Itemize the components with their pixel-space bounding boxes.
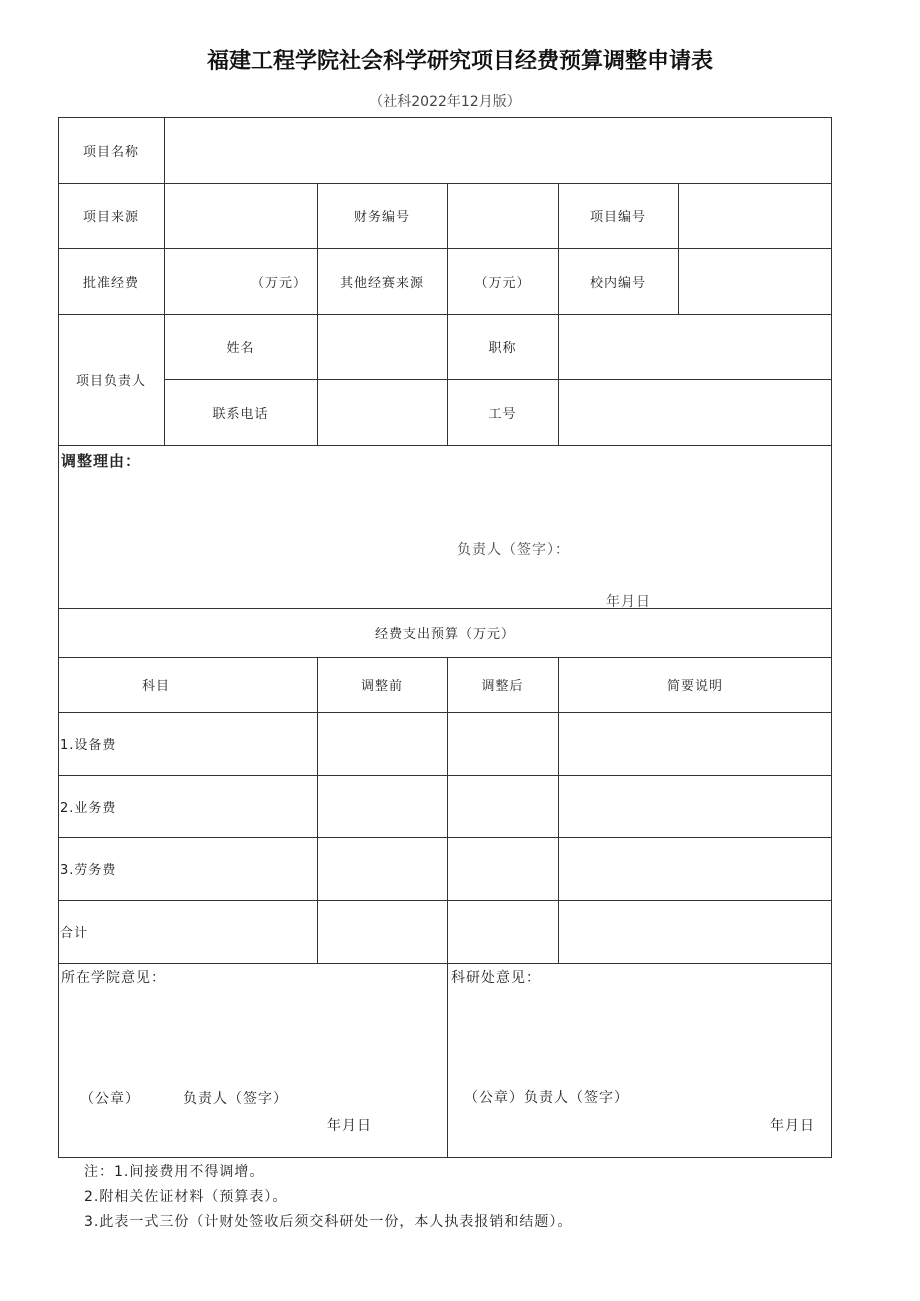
total-before-field[interactable] — [318, 901, 447, 963]
leader-name-field[interactable] — [318, 315, 447, 379]
labor-before-field[interactable] — [318, 838, 447, 900]
row-labor-fee: 3.劳务费 — [60, 863, 117, 878]
project-name-label: 项目名称 — [82, 144, 139, 160]
col-header-subject: 科目 — [141, 679, 170, 694]
row-total: 合计 — [60, 926, 89, 941]
leader-name-label: 姓名 — [226, 341, 255, 356]
row-equipment-fee: 1.设备费 — [60, 738, 117, 753]
project-name-field[interactable] — [165, 118, 831, 183]
business-note-field[interactable] — [559, 776, 831, 837]
other-funds-field[interactable]: （万元） — [474, 275, 531, 291]
business-before-field[interactable] — [318, 776, 447, 837]
reason-date: 年月日 — [606, 594, 651, 610]
labor-note-field[interactable] — [559, 838, 831, 900]
leader-phone-field[interactable] — [318, 380, 447, 445]
page-title: 福建工程学院社会科学研究项目经费预算调整申请表 — [206, 49, 713, 74]
row-divider — [58, 963, 832, 964]
labor-after-field[interactable] — [448, 838, 558, 900]
note-line-3: 3.此表一式三份（计财处签收后须交科研处一份，本人执表报销和结题）。 — [84, 1214, 573, 1230]
research-seal-signature: （公章）负责人（签字） — [464, 1090, 629, 1106]
approved-funds-field[interactable]: （万元） — [250, 275, 307, 291]
project-no-field[interactable] — [679, 184, 831, 248]
adjust-reason-field[interactable] — [60, 472, 830, 532]
research-date: 年月日 — [770, 1118, 815, 1134]
business-after-field[interactable] — [448, 776, 558, 837]
reason-signature: 负责人（签字）： — [457, 542, 570, 558]
row-divider — [58, 445, 832, 446]
college-opinion-label: 所在学院意见： — [61, 970, 166, 986]
note-line-2: 2.附相关佐证材料（预算表）。 — [84, 1189, 288, 1205]
college-opinion-field[interactable] — [60, 990, 446, 1070]
leader-title-label: 职称 — [488, 341, 517, 356]
leader-title-field[interactable] — [559, 315, 831, 379]
college-seal: （公章） — [80, 1091, 140, 1107]
leader-phone-label: 联系电话 — [212, 406, 269, 422]
adjust-reason-label: 调整理由： — [61, 452, 142, 470]
col-header-description: 简要说明 — [666, 679, 723, 694]
note-line-1: 注：1.间接费用不得调增。 — [84, 1164, 265, 1180]
project-source-field[interactable] — [165, 184, 317, 248]
college-signature: 负责人（签字） — [183, 1091, 288, 1107]
project-source-label: 项目来源 — [82, 210, 139, 225]
equipment-after-field[interactable] — [448, 713, 558, 775]
campus-no-field[interactable] — [679, 249, 831, 314]
project-leader-label: 项目负责人 — [75, 374, 146, 389]
finance-no-field[interactable] — [448, 184, 558, 248]
col-header-before: 调整前 — [360, 679, 403, 694]
row-business-fee: 2.业务费 — [60, 800, 117, 816]
total-after-field[interactable] — [448, 901, 558, 963]
other-funds-label: 其他经赛来源 — [339, 275, 424, 291]
form-version: （社科2022年12月版） — [369, 94, 521, 110]
finance-no-label: 财务编号 — [353, 210, 410, 225]
budget-header: 经费支出预算（万元） — [374, 627, 515, 642]
total-note-field[interactable] — [559, 901, 831, 963]
research-opinion-label: 科研处意见： — [451, 970, 541, 986]
staff-no-label: 工号 — [488, 406, 517, 422]
research-opinion-field[interactable] — [450, 990, 830, 1070]
campus-no-label: 校内编号 — [589, 275, 646, 291]
project-no-label: 项目编号 — [589, 210, 646, 225]
staff-no-field[interactable] — [559, 380, 831, 445]
approved-funds-label: 批准经费 — [82, 275, 139, 291]
col-header-after: 调整后 — [481, 679, 524, 694]
equipment-note-field[interactable] — [559, 713, 831, 775]
college-date: 年月日 — [327, 1118, 372, 1134]
equipment-before-field[interactable] — [318, 713, 447, 775]
